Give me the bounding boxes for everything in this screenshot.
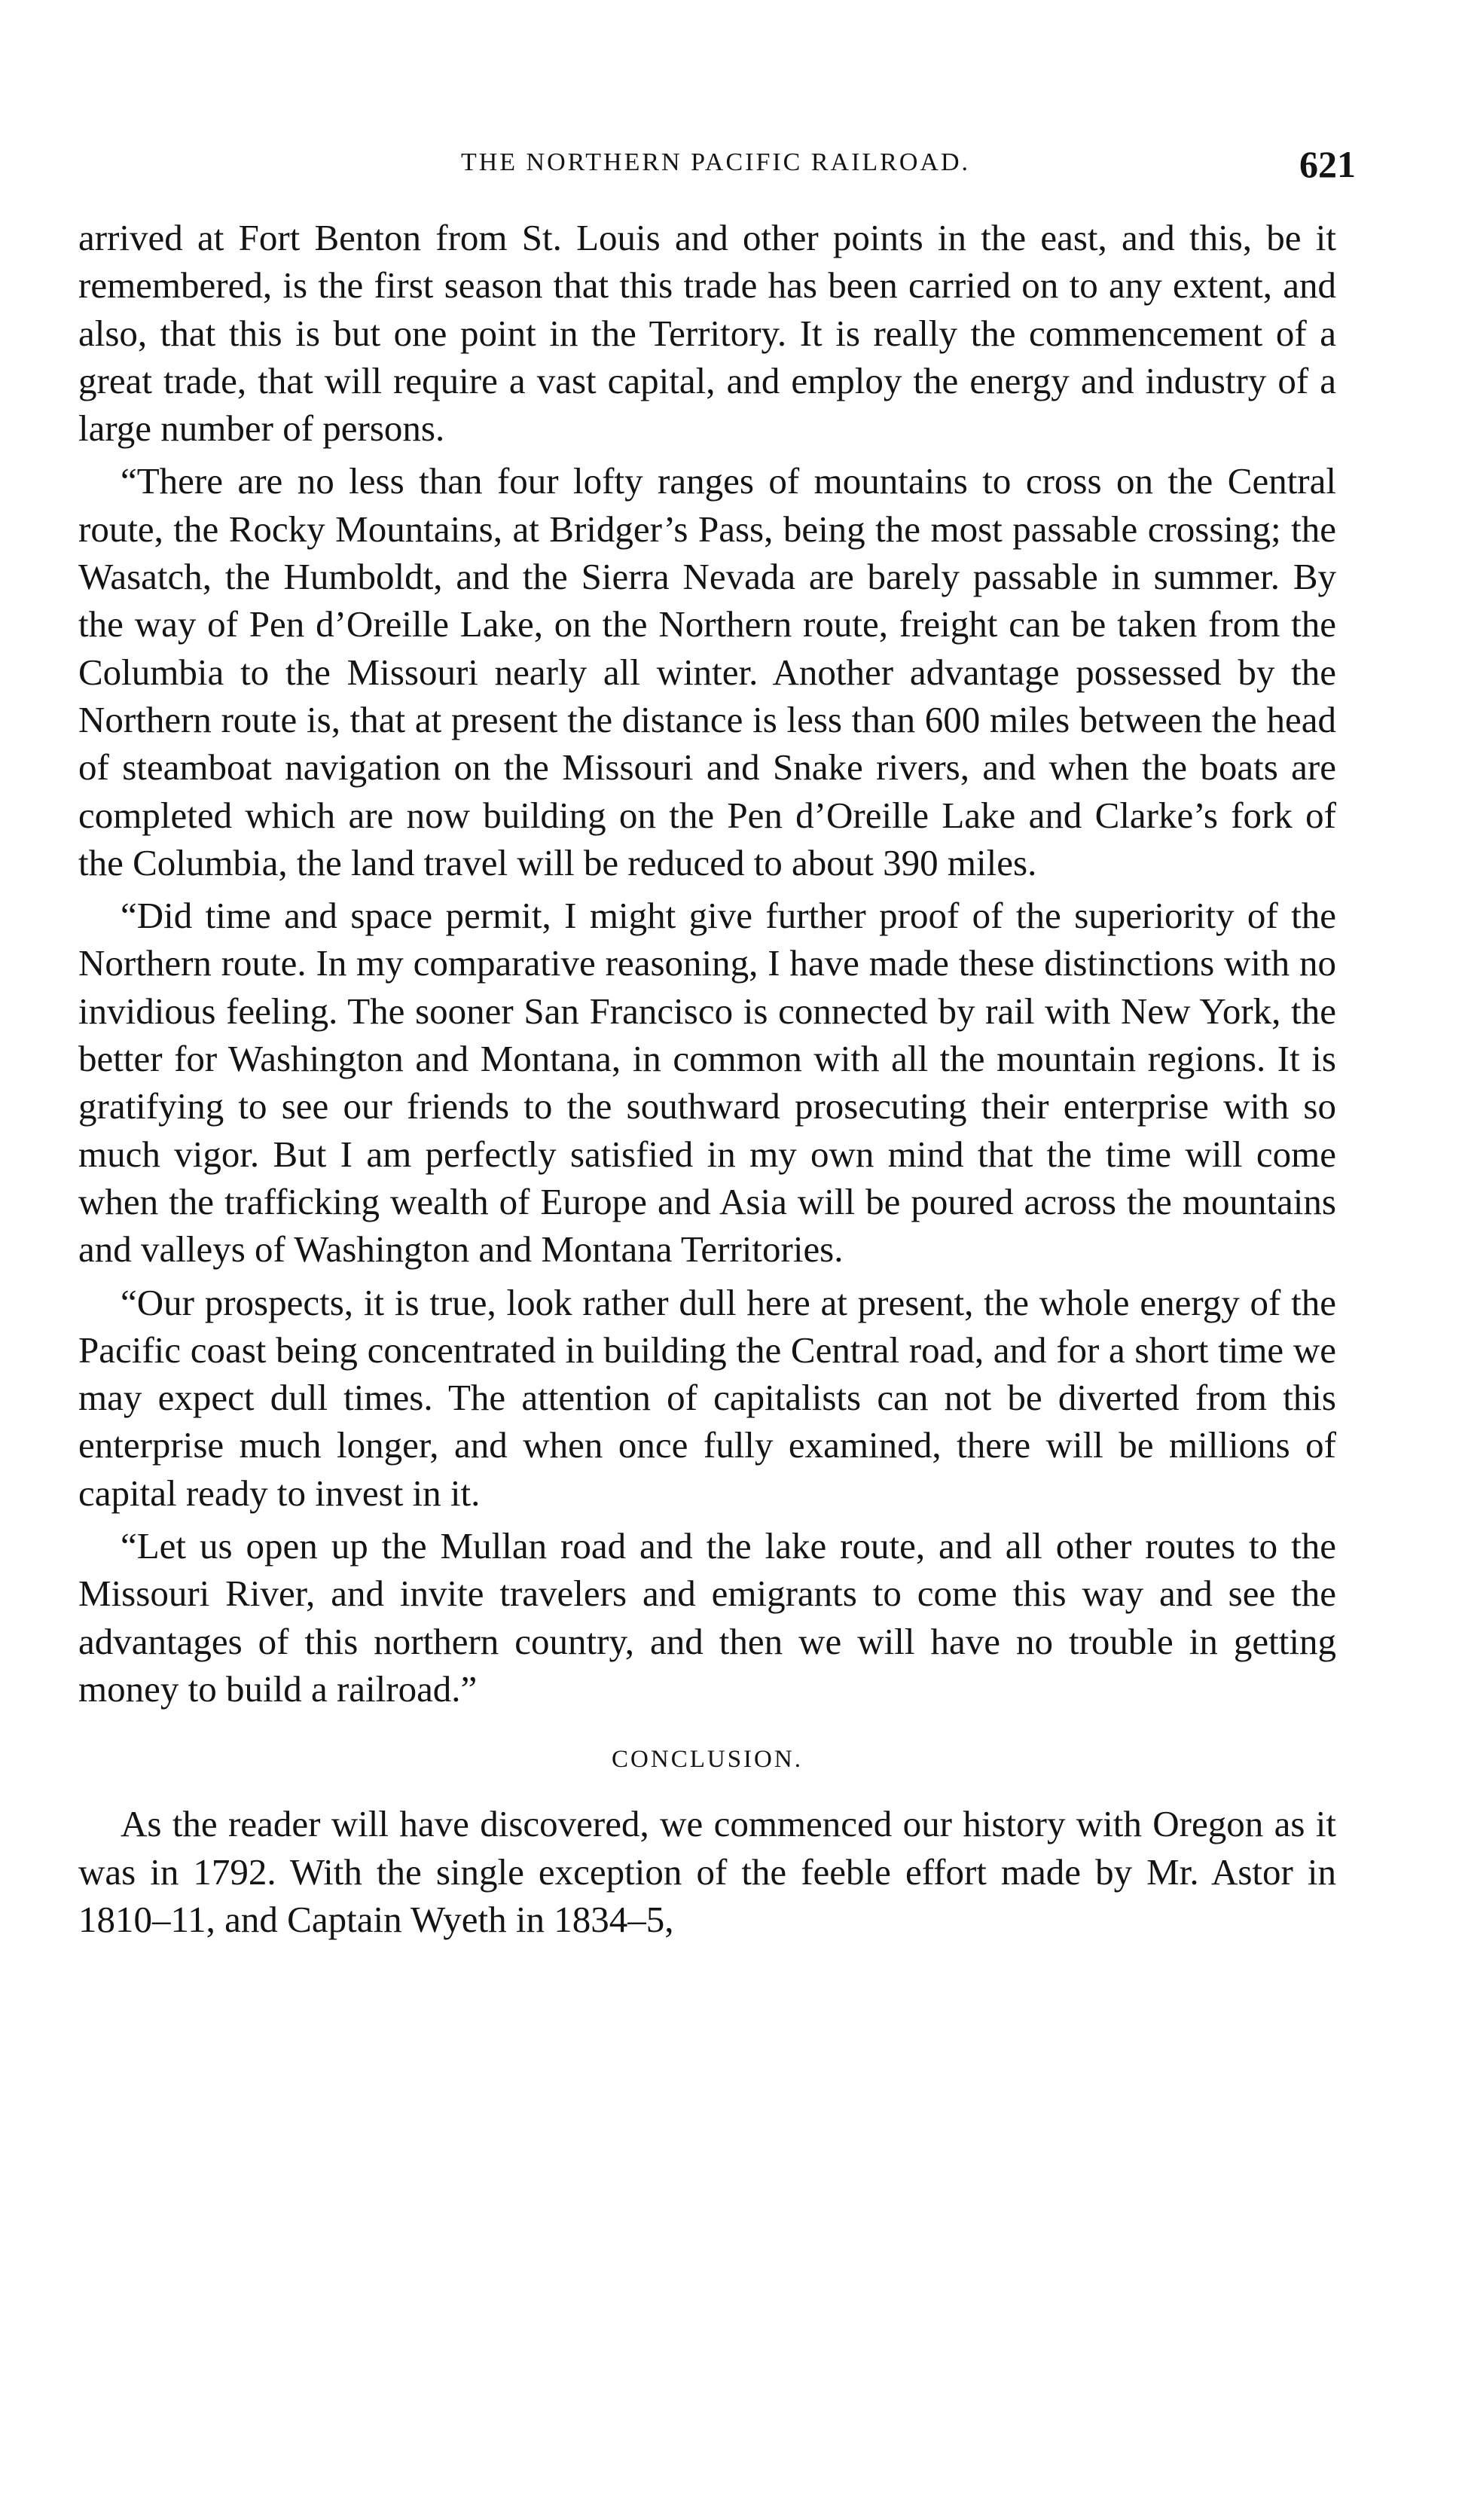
section-heading: CONCLUSION. (612, 1746, 803, 1774)
paragraph-4: “Our prospects, it is true, look rather dull here at present, the whole energy of the Pacific coast being concentrated in building the Central road, and for a short time we may expect dull times. The attention of capitalists can not be diverted from this enterprise much longer, and when once fully examined, there will be millions of capital ready to invest in it. (78, 1281, 1336, 1514)
running-head (75, 140, 1356, 200)
paragraph-3: “Did time and space permit, I might give further proof of the superiority of the Northern route. In my comparative reasoning, I have made these distinctions with no invidious feeling. The sooner San Francisco is connected by rail with New York, the better for Washington and Montana, in common with all the mountain regions. It is gratifying to see our friends to the southward prosecuting their enterprise with so much vigor. But I am perfectly satisfied in my own mind that the time will come when the trafficking wealth of Europe and Asia will be poured across the mountains and valleys of Washington and Montana Territories. (78, 895, 1336, 1271)
paragraph-2: “There are no less than four lofty ranges of mountains to cross on the Central route, the Rocky Mountains, at Bridger’s Pass, being the most passable crossing; the Wasatch, the Humboldt, and the Sierra Nevada are barely passable in summer. By the way of Pen d’Oreille Lake, on the Northern route, freight can be taken from the Columbia to the Missouri nearly all winter. Another advantage possessed by the Northern route is, that at present the distance is less than 600 miles between the head of steamboat navigation on the Missouri and Snake rivers, and when the boats are completed which are now building on the Pen d’Oreille Lake and Clarke’s fork of the Columbia, the land travel will be reduced to about 390 miles. (78, 460, 1336, 883)
page-number: 621 (1299, 143, 1356, 185)
conclusion-paragraph: As the reader will have discovered, we commenced our history with Oregon as it was in 1792. With the single exception of the feeble effort made by Mr. Astor in 1810–11, and Captain Wyeth in 1834–5, (78, 1803, 1336, 1940)
body-text (78, 214, 1336, 1948)
paragraph-5: “Let us open up the Mullan road and the lake route, and all other routes to the Missouri River, and invite travelers and emigrants to come this way and see the advantages of this northern country, and then we will have no trouble in getting money to build a railroad.” (78, 1525, 1336, 1710)
paragraph-1: arrived at Fort Benton from St. Louis and other points in the east, and this, be it remembered, is the first season that this trade has been carried on to any extent, and also, that this is but one point in the Territory. It is really the commencement of a great trade, that will require a vast capital, and employ the energy and industry of a large number of persons. (78, 217, 1336, 450)
running-title: THE NORTHERN PACIFIC RAILROAD. (460, 148, 971, 176)
